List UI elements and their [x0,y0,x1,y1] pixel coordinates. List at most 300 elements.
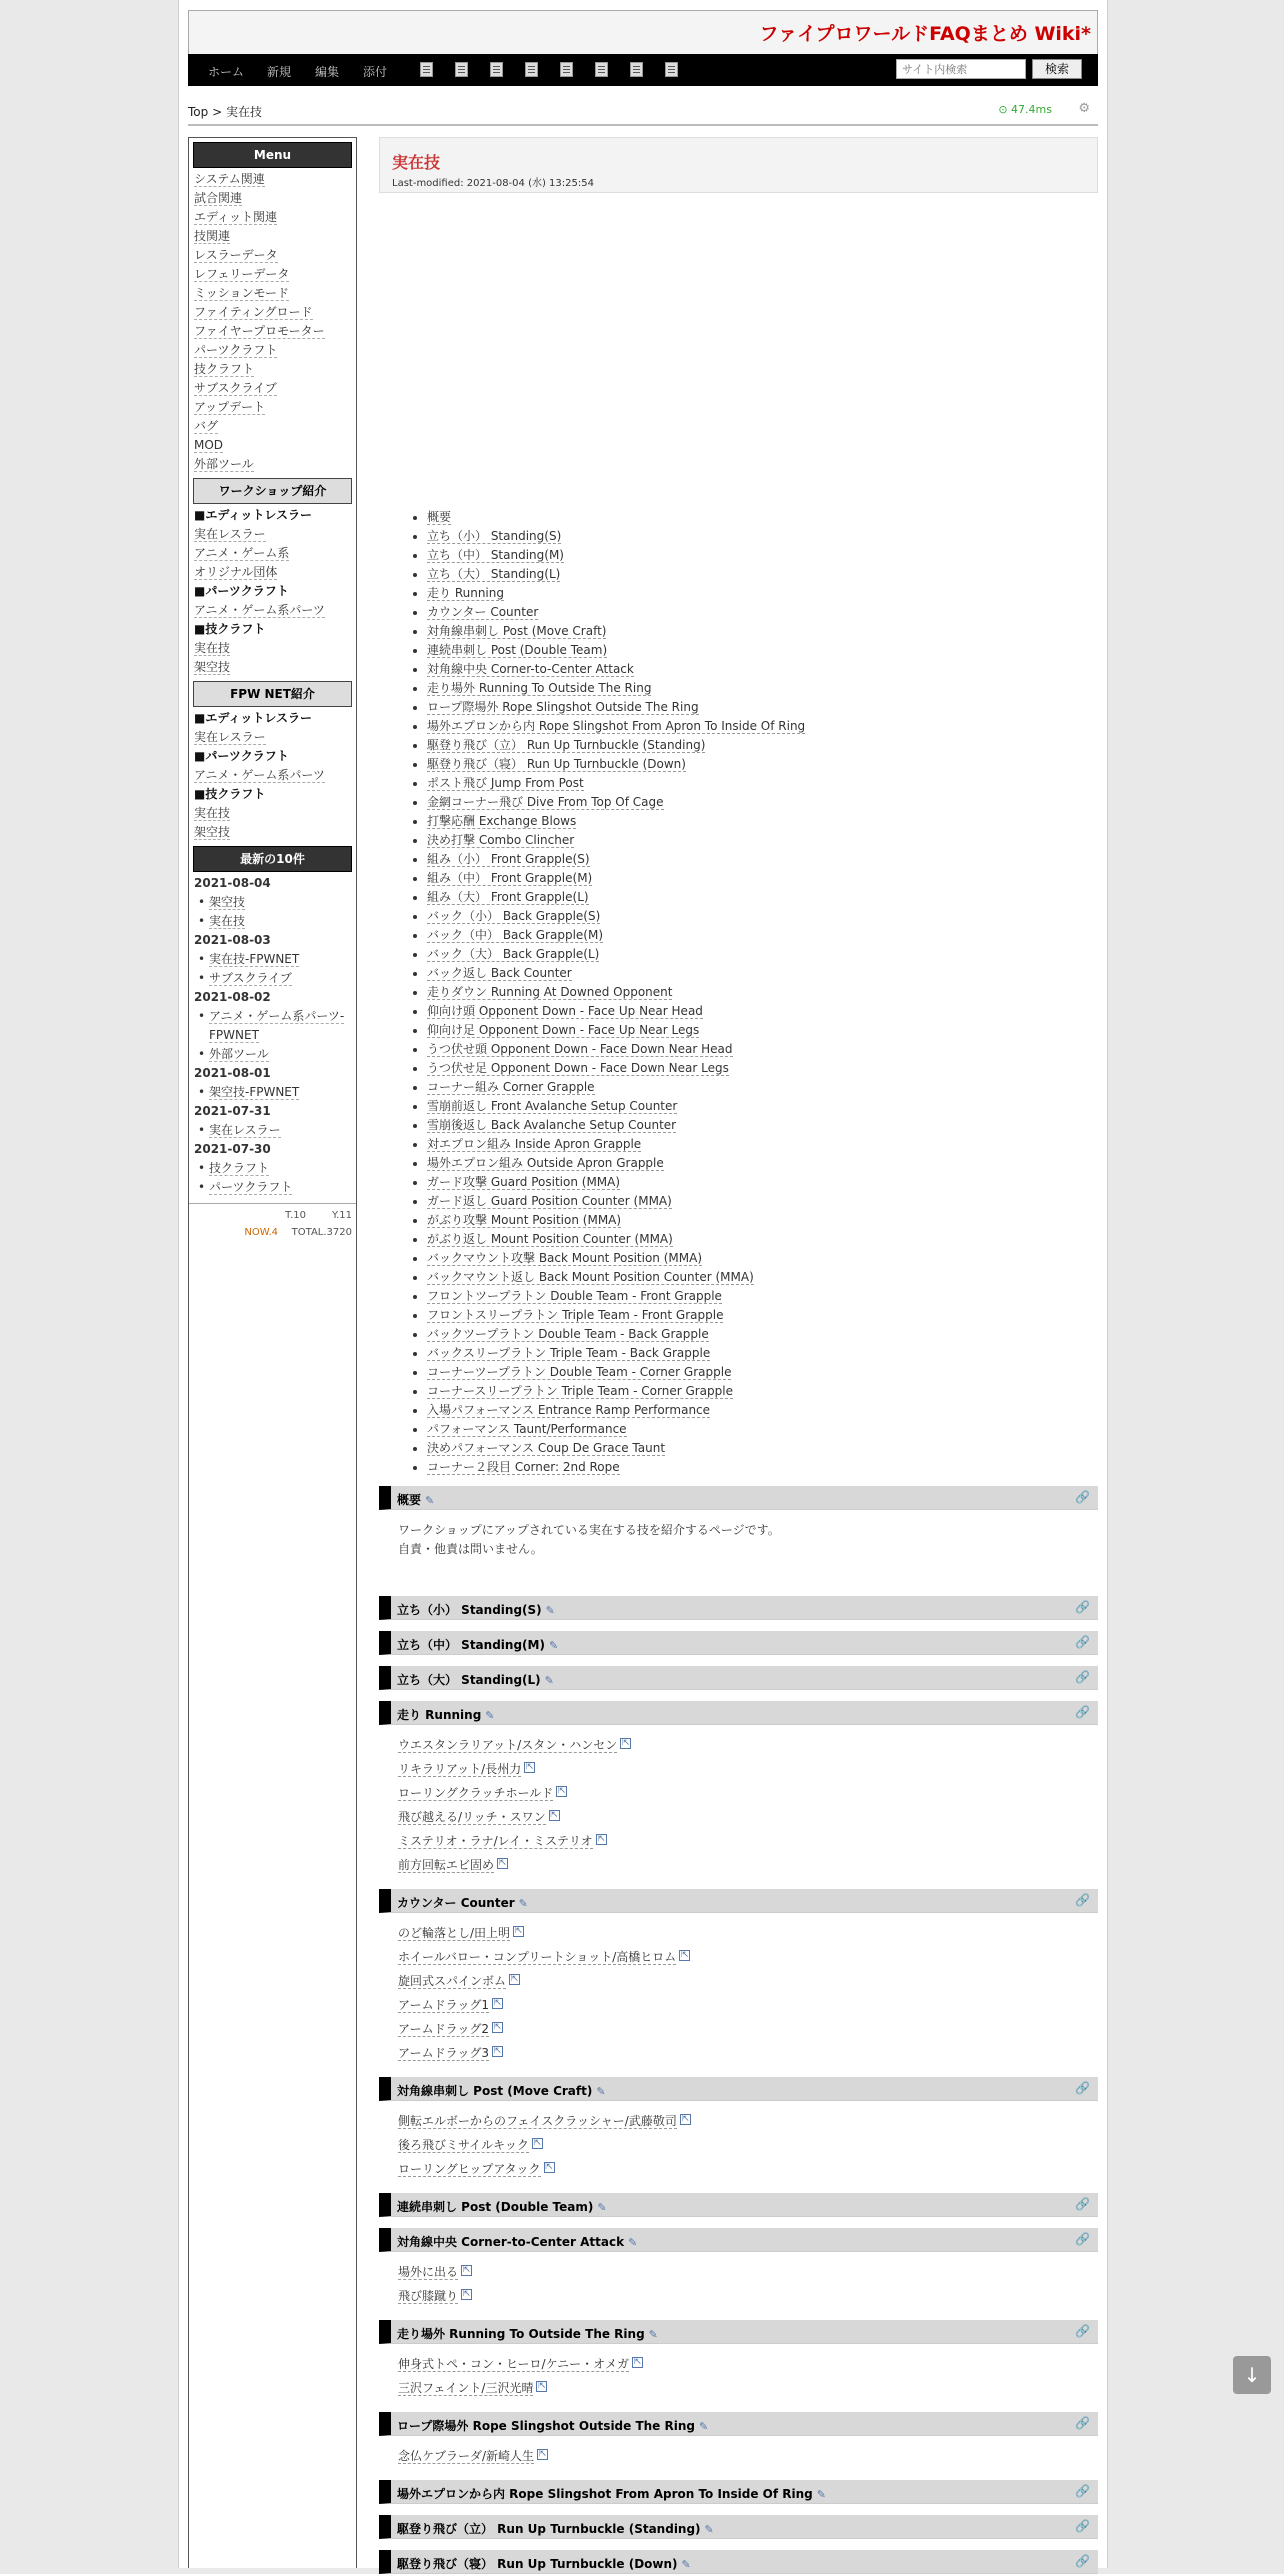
workshop-link[interactable]: 実在技 [194,641,231,655]
sidebar-menu-link[interactable]: 技クラフト [194,362,255,376]
toc-link[interactable]: バックマウント攻撃 Back Mount Position (MMA) [427,1251,703,1265]
toc-link[interactable]: バック（小） Back Grapple(S) [427,909,601,923]
section-heading [379,2515,1098,2539]
toc-link[interactable]: 雪崩前返し Front Avalanche Setup Counter [427,1099,678,1113]
toc-link[interactable]: 立ち（中） Standing(M) [427,548,564,562]
breadcrumb-current: 実在技 [225,105,262,119]
move-link[interactable]: 場外に出る [398,2265,459,2279]
move-entry [398,1736,631,1753]
counter-now: NOW.4 [244,1227,278,1238]
sidebar-menu-link[interactable]: ミッションモード [194,286,290,300]
move-entry [398,1856,508,1873]
move-link[interactable]: ミステリオ・ラナ/レイ・ミステリオ [398,1834,593,1848]
sidebar-menu-item [194,417,356,436]
toc-link[interactable]: がぶり攻撃 Mount Position (MMA) [427,1213,622,1227]
toc-item [427,1306,805,1325]
move-link[interactable]: ローリングクラッチホールド [398,1786,554,1800]
sidebar-menu-item [194,227,356,246]
toc-link[interactable]: パフォーマンス Taunt/Performance [427,1422,627,1436]
toc-link[interactable]: 対エプロン組み Inside Apron Grapple [427,1137,642,1151]
move-link[interactable]: 旋回式スパインボム [398,1974,507,1988]
toc-item [427,755,805,774]
source-icon[interactable] [665,62,678,77]
toc-item [427,584,805,603]
sidebar-menu-link[interactable]: 技関連 [194,229,231,243]
counter-total: TOTAL.3720 [291,1227,352,1238]
recent-link[interactable]: 実在レスラー [209,1123,281,1137]
move-entry [398,1784,567,1801]
anchor-link-icon[interactable]: 🔗 [1075,1670,1090,1684]
workshop-item [194,601,356,620]
toc-item [427,603,805,622]
move-link[interactable]: ホイールバロー・コンプリートショット/高橋ヒロム [398,1950,677,1964]
sidebar-menu-item [194,360,356,379]
move-entry [398,1924,524,1941]
sidebar-menu-link[interactable]: システム関連 [194,172,265,186]
anchor-link-icon[interactable]: 🔗 [1075,1893,1090,1907]
freeze-icon[interactable] [560,62,573,77]
recent-item [209,950,356,969]
toc-item [427,1097,805,1116]
nav-home-link[interactable]: ホーム [208,65,245,79]
search-button[interactable]: 検索 [1032,59,1082,79]
toc-item [427,907,805,926]
toc-link[interactable]: バックスリープラトン Triple Team - Back Grapple [427,1346,711,1360]
fpw-link[interactable]: 架空技 [194,825,231,839]
toc-item [427,831,805,850]
section-heading [379,2228,1098,2252]
toc-item [427,622,805,641]
toc-link[interactable]: 仰向け頭 Opponent Down - Face Up Near Head [427,1004,703,1018]
toc-link[interactable]: 走りダウン Running At Downed Opponent [427,985,673,999]
toc-item [427,812,805,831]
page-list-icon[interactable] [420,62,433,77]
fpw-link[interactable]: 実在技 [194,806,231,820]
move-link[interactable]: 飛び越える/リッチ・スワン [398,1810,546,1824]
sidebar-menu-link[interactable]: エディット関連 [194,210,278,224]
toc-item [427,698,805,717]
workshop-category-label: ■エディットレスラー [194,508,313,522]
fpw-link[interactable]: アニメ・ゲーム系パーツ [194,768,325,782]
sidebar-menu-link[interactable]: パーツクラフト [194,343,278,357]
toc-item [427,1116,805,1135]
toc-link[interactable]: コーナー２段目 Corner: 2nd Rope [427,1460,620,1474]
toc-item [427,1040,805,1059]
toc-link[interactable]: バック（大） Back Grapple(L) [427,947,600,961]
toc-item [427,736,805,755]
recent-link[interactable]: パーツクラフト [209,1180,293,1194]
toc-link[interactable]: うつ伏せ頭 Opponent Down - Face Down Near Head [427,1042,733,1056]
anchor-link-icon[interactable]: 🔗 [1075,1635,1090,1649]
move-link[interactable]: アームドラッグ1 [398,1998,490,2012]
section-title: 連続串刺し Post (Double Team) ✎ [397,2198,607,2215]
recent-link[interactable]: 実在技-FPWNET [209,952,300,966]
sidebar-menu-link[interactable]: レフェリーデータ [194,267,290,281]
breadcrumb-top[interactable]: Top [188,105,209,119]
recent-link[interactable]: 架空技-FPWNET [209,1085,300,1099]
toc-link[interactable]: カウンター Counter [427,605,539,619]
toc-link[interactable]: 場外エプロン組み Outside Apron Grapple [427,1156,664,1170]
toc-item [427,660,805,679]
sidebar-menu-item [194,436,356,455]
workshop-link[interactable]: オリジナル団体 [194,565,278,579]
toc-item [427,1249,805,1268]
workshop-category-label: ■パーツクラフト [194,584,289,598]
sidebar-menu-link[interactable]: サブスクライブ [194,381,277,395]
workshop-item [194,525,356,544]
sidebar-menu-link[interactable]: アップデート [194,400,266,414]
toc-link[interactable]: バック返し Back Counter [427,966,572,980]
toc-link[interactable]: ガード返し Guard Position Counter (MMA) [427,1194,672,1208]
recent-item [209,1178,356,1197]
toc-item [427,1192,805,1211]
move-link[interactable]: 前方回転エビ固め [398,1858,495,1872]
nav-attach-link[interactable]: 添付 [363,65,388,79]
fpw-item [194,804,356,823]
section-title: 走り場外 Running To Outside The Ring ✎ [397,2325,658,2342]
toc-link[interactable]: 立ち（大） Standing(L) [427,567,561,581]
workshop-item [194,544,356,563]
sidebar-menu-item [194,170,356,189]
toc-link[interactable]: 入場パフォーマンス Entrance Ramp Performance [427,1403,711,1417]
section-heading [379,1701,1098,1725]
toc-link[interactable]: 対角線串刺し Post (Move Craft) [427,624,607,638]
diff-icon[interactable] [490,62,503,77]
breadcrumb [188,103,262,120]
workshop-link[interactable]: アニメ・ゲーム系パーツ [194,603,325,617]
anchor-link-icon[interactable]: 🔗 [1075,2416,1090,2430]
move-link[interactable]: リキラリアット/長州力 [398,1762,522,1776]
overview-text: ワークショップにアップされている実在する技を紹介するページです。 [398,1523,780,1537]
workshop-item [194,563,356,582]
fpw-heading: FPW NET紹介 [193,681,352,707]
recent-link[interactable]: 外部ツール [209,1047,269,1061]
section-title: 概要 ✎ [397,1491,434,1508]
toc-link[interactable]: うつ伏せ足 Opponent Down - Face Down Near Legs [427,1061,729,1075]
move-entry [398,2287,472,2304]
toc-link[interactable]: コーナースリープラトン Triple Team - Corner Grapple [427,1384,733,1398]
move-entry [398,2355,643,2372]
section-title: 走り Running ✎ [397,1706,495,1723]
toc-link[interactable]: ポスト飛び Jump From Post [427,776,584,790]
toc-link[interactable]: 仰向け足 Opponent Down - Face Up Near Legs [427,1023,700,1037]
toc-link[interactable]: 決めパフォーマンス Coup De Grace Taunt [427,1441,666,1455]
toc-link[interactable]: 走り場外 Running To Outside The Ring [427,681,652,695]
move-link[interactable]: アームドラッグ2 [398,2022,490,2036]
fpw-item [194,823,356,842]
recent-item [209,1159,356,1178]
toc-item [427,850,805,869]
table-of-contents [427,508,805,1477]
toc-link[interactable]: 走り Running [427,586,504,600]
toc-item [427,679,805,698]
section-title: 対角線中央 Corner-to-Center Attack ✎ [397,2233,637,2250]
anchor-link-icon[interactable]: 🔗 [1075,2081,1090,2095]
toc-link[interactable]: 雪崩後返し Back Avalanche Setup Counter [427,1118,677,1132]
site-title[interactable]: ファイプロワールドFAQまとめ Wiki* [759,23,1091,45]
move-entry [398,1760,535,1777]
move-entry [398,2020,503,2037]
fpw-category-label: ■パーツクラフト [194,749,289,763]
sidebar-menu-item [194,398,356,417]
toc-item [427,1078,805,1097]
move-link[interactable]: 飛び膝蹴り [398,2289,459,2303]
move-link[interactable]: 三沢フェイント/三沢光晴 [398,2381,534,2395]
sidebar-menu-item [194,189,356,208]
move-entry [398,2263,472,2280]
sidebar-menu-link[interactable]: ファイティングロード [194,305,313,319]
sidebar-menu-item [194,246,356,265]
scroll-down-button[interactable]: ↓ [1233,2356,1271,2394]
recent-link[interactable]: 技クラフト [209,1161,270,1175]
section-title: 駆登り飛び（立） Run Up Turnbuckle (Standing) ✎ [397,2520,714,2537]
move-entry [398,1832,607,1849]
toc-link[interactable]: 立ち（小） Standing(S) [427,529,562,543]
sidebar-menu-item [194,379,356,398]
main-content [379,137,1098,2571]
copy-icon[interactable] [595,62,608,77]
toc-link[interactable]: 対角線中央 Corner-to-Center Attack [427,662,634,676]
toc-item [427,945,805,964]
sidebar-menu-item [194,322,356,341]
toc-link[interactable]: 金網コーナー飛び Dive From Top Of Cage [427,795,664,809]
workshop-link[interactable]: 実在レスラー [194,527,266,541]
toc-item [427,1458,805,1477]
toc-item [427,964,805,983]
toc-item [427,565,805,584]
toc-link[interactable]: 概要 [427,510,452,524]
move-link[interactable]: 後ろ飛びミサイルキック [398,2138,529,2152]
workshop-link[interactable]: 架空技 [194,660,231,674]
recent-date: 2021-08-01 [194,1066,271,1080]
section-heading [379,1666,1098,1690]
toc-link[interactable]: フロントツープラトン Double Team - Front Grapple [427,1289,722,1303]
fpw-category-label: ■技クラフト [194,787,266,801]
anchor-link-icon[interactable]: 🔗 [1075,1705,1090,1719]
section-title: 立ち（中） Standing(M) ✎ [397,1636,558,1653]
site-header [188,10,1098,55]
recent-date: 2021-07-30 [194,1142,271,1156]
toc-item [427,1439,805,1458]
toc-item [427,1325,805,1344]
section-title: ロープ際場外 Rope Slingshot Outside The Ring ✎ [397,2417,708,2434]
move-entry [398,2447,548,2464]
toc-item [427,641,805,660]
section-heading [379,2550,1098,2574]
render-time-value: 47.4ms [1011,103,1052,116]
counter-today: T.10 [285,1210,306,1221]
breadcrumb-separator: > [208,105,226,119]
workshop-category-label: ■技クラフト [194,622,266,636]
recent-link[interactable]: アニメ・ゲーム系パーツ-FPWNET [209,1009,345,1042]
recent-date: 2021-08-04 [194,876,271,890]
anchor-link-icon[interactable]: 🔗 [1075,2232,1090,2246]
toc-item [427,1021,805,1040]
move-link[interactable]: 伸身式トペ・コン・ヒーロ/ケニー・オメガ [398,2357,629,2371]
toc-item [427,1135,805,1154]
render-time: ⊙ 47.4ms [998,103,1052,116]
toc-link[interactable]: 組み（大） Front Grapple(L) [427,890,589,904]
toc-link[interactable]: ロープ際場外 Rope Slingshot Outside The Ring [427,700,699,714]
toc-link[interactable]: 組み（中） Front Grapple(M) [427,871,593,885]
workshop-item [194,658,356,677]
section-heading [379,1596,1098,1620]
page-wrapper [178,0,1108,2571]
toc-item [427,983,805,1002]
toc-item [427,888,805,907]
toc-item [427,774,805,793]
section-title: 立ち（大） Standing(L) ✎ [397,1671,554,1688]
sidebar-menu-link[interactable]: バグ [194,419,219,433]
move-entry [398,2044,503,2061]
move-entry [398,1948,690,1965]
anchor-link-icon[interactable]: 🔗 [1075,2484,1090,2498]
move-entry [398,1808,560,1825]
toc-link[interactable]: 決め打撃 Combo Clincher [427,833,575,847]
toc-link[interactable]: コーナーツープラトン Double Team - Corner Grapple [427,1365,732,1379]
toc-link[interactable]: 駆登り飛び（寝） Run Up Turnbuckle (Down) [427,757,686,771]
move-link[interactable]: ローリングヒップアタック [398,2162,541,2176]
workshop-link[interactable]: アニメ・ゲーム系 [194,546,290,560]
toc-item [427,527,805,546]
recent-link[interactable]: 架空技 [209,895,246,909]
move-link[interactable]: アームドラッグ3 [398,2046,490,2060]
recent-heading: 最新の10件 [193,846,352,872]
toc-item [427,1059,805,1078]
overview-text: 自責・他責は問いません。 [398,1542,543,1556]
page-title: 実在技 [392,153,441,172]
toc-link[interactable]: バックマウント返し Back Mount Position Counter (MMA) [427,1270,754,1284]
last-modified: Last-modified: 2021-08-04 (水) 13:25:54 [392,178,594,189]
recent-item [209,1007,356,1045]
workshop-heading: ワークショップ紹介 [193,478,352,504]
sidebar-menu-item [194,455,356,474]
move-link[interactable]: 念仏ケブラーダ/新崎人生 [398,2449,535,2463]
page-title-box [379,137,1098,193]
anchor-link-icon[interactable]: 🔗 [1075,2324,1090,2338]
fpw-item [194,728,356,747]
toc-item [427,1154,805,1173]
toc-link[interactable]: 連続串刺し Post (Double Team) [427,643,608,657]
recent-date: 2021-08-03 [194,933,271,947]
nav-new-link[interactable]: 新規 [267,65,292,79]
sidebar-menu-link[interactable]: 試合関連 [194,191,243,205]
anchor-link-icon[interactable]: 🔗 [1075,1490,1090,1504]
recent-link[interactable]: サブスクライブ [209,971,292,985]
move-entry [398,2112,691,2129]
sidebar-menu-link[interactable]: レスラーデータ [194,248,278,262]
move-entry [398,1972,520,1989]
toc-item [427,1363,805,1382]
recent-item [209,912,356,931]
anchor-link-icon[interactable]: 🔗 [1075,2519,1090,2533]
fpw-category-label: ■エディットレスラー [194,711,313,725]
sidebar-menu-item [194,303,356,322]
menu-heading: Menu [193,142,352,168]
section-heading [379,2480,1098,2504]
sidebar-menu-item [194,265,356,284]
move-link[interactable]: のど輪落とし/田上明 [398,1926,511,1940]
backup-icon[interactable] [525,62,538,77]
toc-link[interactable]: バック（中） Back Grapple(M) [427,928,604,942]
recent-item [209,969,356,988]
sidebar [188,137,357,2568]
toc-item [427,1420,805,1439]
recent-item [209,1083,356,1102]
anchor-link-icon[interactable]: 🔗 [1075,2554,1090,2568]
recent-date: 2021-08-02 [194,990,271,1004]
sidebar-menu-link[interactable]: ファイヤープロモーター [194,324,325,338]
toc-item [427,1382,805,1401]
section-heading [379,1631,1098,1655]
toc-link[interactable]: 場外エプロンから内 Rope Slingshot From Apron To Inside Of Ring [427,719,806,733]
move-entry [398,1996,503,2013]
search-input[interactable] [896,59,1026,79]
toc-item [427,546,805,565]
fpw-link[interactable]: 実在レスラー [194,730,266,744]
nav-edit-link[interactable]: 編集 [315,65,340,79]
toc-item [427,793,805,812]
rename-icon[interactable] [630,62,643,77]
access-counter [189,1203,356,1238]
toc-link[interactable]: 組み（小） Front Grapple(S) [427,852,590,866]
section-heading [379,2412,1098,2436]
section-heading [379,2320,1098,2344]
anchor-link-icon[interactable]: 🔗 [1075,2197,1090,2211]
sidebar-menu-link[interactable]: MOD [194,438,224,452]
toc-link[interactable]: コーナー組み Corner Grapple [427,1080,595,1094]
recent-icon[interactable] [455,62,468,77]
recent-item [209,1121,356,1140]
toc-link[interactable]: 打撃応酬 Exchange Blows [427,814,577,828]
section-title: 場外エプロンから内 Rope Slingshot From Apron To Inside Of Ring ✎ [397,2485,826,2502]
section-title: 対角線串刺し Post (Move Craft) ✎ [397,2082,606,2099]
toc-item [427,926,805,945]
recent-item [209,893,356,912]
recent-item [209,1045,356,1064]
toc-item [427,1344,805,1363]
sidebar-menu-link[interactable]: 外部ツール [194,457,254,471]
toc-link[interactable]: 駆登り飛び（立） Run Up Turnbuckle (Standing) [427,738,706,752]
fpw-item [194,766,356,785]
anchor-link-icon[interactable]: 🔗 [1075,1600,1090,1614]
move-entry [398,2160,555,2177]
sidebar-menu-item [194,284,356,303]
toc-item [427,1173,805,1192]
toc-link[interactable]: ガード攻撃 Guard Position (MMA) [427,1175,621,1189]
move-link[interactable]: 側転エルボーからのフェイスクラッシャー/武藤敬司 [398,2114,677,2128]
toc-item [427,1287,805,1306]
recent-link[interactable]: 実在技 [209,914,246,928]
toc-item [427,1268,805,1287]
toc-item [427,1002,805,1021]
move-link[interactable]: ウエスタンラリアット/スタン・ハンセン [398,1738,618,1752]
toc-link[interactable]: フロントスリープラトン Triple Team - Front Grapple [427,1308,724,1322]
section-title: カウンター Counter ✎ [397,1894,528,1911]
section-heading [379,1889,1098,1913]
toc-item [427,1211,805,1230]
toc-item [427,717,805,736]
section-title: 駆登り飛び（寝） Run Up Turnbuckle (Down) ✎ [397,2555,691,2572]
toc-item [427,869,805,888]
toc-item [427,1401,805,1420]
toc-item [427,508,805,527]
section-heading [379,1486,1098,1510]
move-entry [398,2136,543,2153]
toc-link[interactable]: バックツープラトン Double Team - Back Grapple [427,1327,709,1341]
toc-link[interactable]: がぶり返し Mount Position Counter (MMA) [427,1232,673,1246]
gear-icon[interactable]: ⚙ [1078,101,1090,116]
